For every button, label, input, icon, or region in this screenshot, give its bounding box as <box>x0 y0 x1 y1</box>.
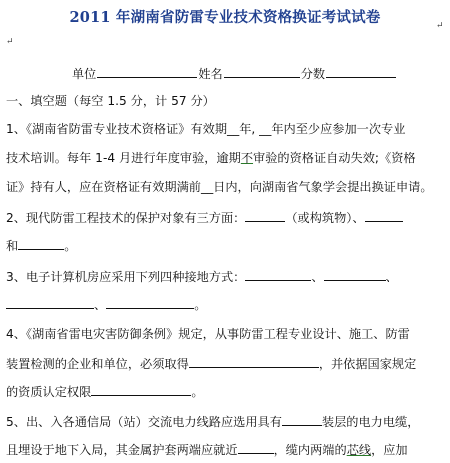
question-2-line-1: 2、现代防雷工程技术的保护对象有三方面： （或构筑物）、 <box>6 210 446 225</box>
paragraph-mark: ↵ <box>436 21 444 31</box>
paragraph-mark: ↵ <box>6 37 14 47</box>
answer-blank <box>245 210 285 222</box>
answer-blank <box>6 297 94 309</box>
name-label: 姓名 <box>198 67 223 81</box>
score-blank <box>326 66 396 78</box>
question-1-line-1: 1、《湖南省防雷专业技术资格证》有效期__年, __年内至少应参加一次专业 <box>6 122 406 136</box>
answer-blank <box>245 269 311 281</box>
question-5-line-1: 5、出、入各通信局（站）交流电力线路应选用具有 装层的电力电缆， <box>6 415 420 429</box>
highlighted-char: 不 <box>240 151 254 165</box>
answer-blank <box>324 269 386 281</box>
highlighted-text: 芯线 <box>346 443 372 457</box>
question-2-line-2: 和 。 <box>6 239 77 253</box>
answer-blank <box>189 356 319 368</box>
question-4-line-1: 4、《湖南省雷电灾害防御条例》规定，从事防雷工程专业设计、施工、防雷 <box>6 327 410 341</box>
question-3-line-2: 、 。 <box>6 297 446 312</box>
name-blank <box>224 66 300 78</box>
answer-blank <box>365 210 403 222</box>
question-4-line-3: 的资质认定权限 。 <box>6 385 204 399</box>
question-1-line-2: 技术培训。每年 1-4 月进行年度审验，逾期不审验的资格证自动失效;《资格 <box>6 151 416 165</box>
score-label: 分数 <box>300 67 326 81</box>
answer-blank <box>18 238 64 250</box>
answer-blank <box>282 414 322 426</box>
exam-title: 2011 年湖南省防雷专业技术资格换证考试试卷 <box>69 9 381 26</box>
question-5-line-2: 且埋设于地下入局，其金属护套两端应就近 ，缆内两端的芯线，应加 <box>6 443 408 457</box>
question-4-line-2: 装置检测的企业和单位，必须取得 ，并依据国家规定 <box>6 357 417 371</box>
exam-info-line <box>72 66 450 81</box>
section-header: 一、填空题（每空 1.5 分，计 57 分） <box>6 94 215 108</box>
question-3-line-1: 3、电子计算机房应采用下列四种接地方式： 、 、 <box>6 270 398 284</box>
answer-blank <box>91 384 191 396</box>
answer-blank <box>238 442 274 454</box>
question-1-line-3: 证》持有人，应在资格证有效期满前__日内，向湖南省气象学会提出换证申请。 <box>6 180 433 194</box>
answer-blank <box>106 297 194 309</box>
unit-blank <box>97 66 197 78</box>
unit-label: 单位 <box>72 67 97 81</box>
